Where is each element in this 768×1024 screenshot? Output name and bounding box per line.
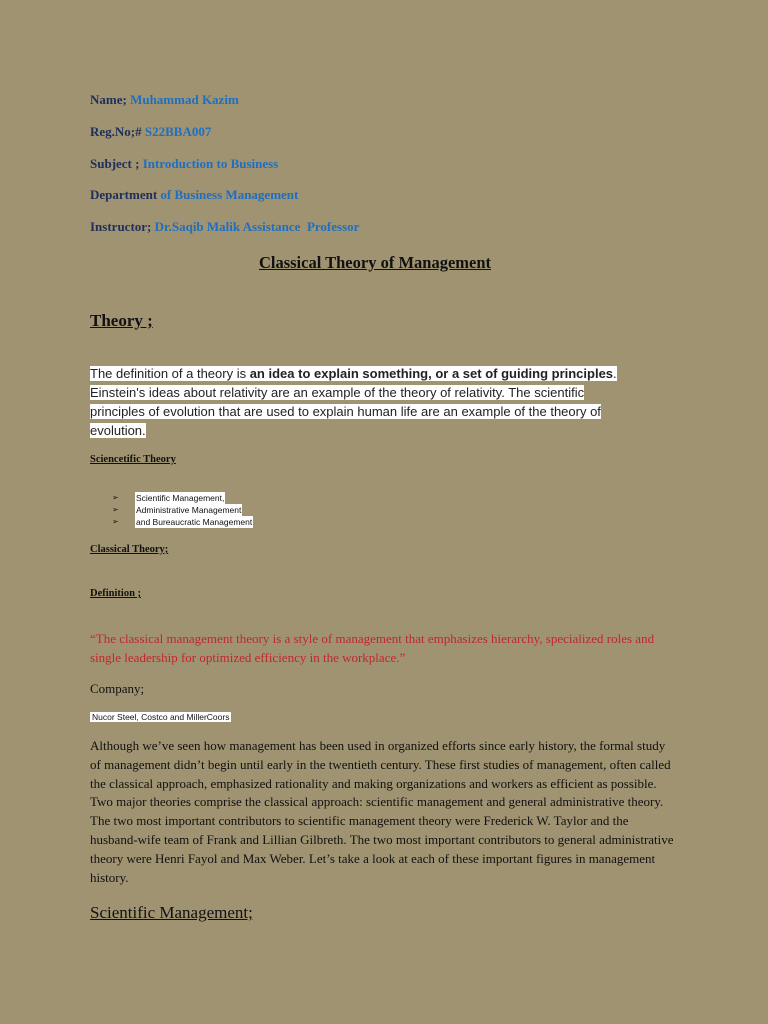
arrow-bullet-icon: ➢ (112, 517, 119, 526)
theory-line-1: The definition of a theory is an idea to explain something, or a set of guiding principles. (90, 366, 617, 381)
subject-field (90, 156, 278, 172)
name-field (90, 92, 239, 108)
reg-label: Reg.No;# (90, 124, 142, 139)
theory-line-4: evolution. (90, 423, 146, 438)
definition-heading: Definition ; (90, 588, 142, 599)
document-title: Classical Theory of Management (258, 253, 492, 272)
arrow-bullet-icon: ➢ (112, 505, 119, 514)
subject-value: Introduction to Business (142, 156, 279, 171)
classical-approach-paragraph: Although we’ve seen how management has been used in organized efforts since early history, the formal study of management didn’t begin until early in the twentieth century. These first studies of management, often called the classical approach, emphasized rationality and making organizations and workers as efficient as possible. Two major theories comprise the classical approach: scientific management and general administrative theory. The two most important contributors to scientific management theory were Frederick W. Taylor and the husband-wife team of Frank and Lillian Gilbreth. The two most important contributors to general administrative theory were Henri Fayol and Max Weber. Let’s take a look at each of these important figures in management history. (90, 738, 674, 885)
theory-definition-paragraph (90, 364, 638, 440)
reg-value: S22BBA007 (144, 124, 212, 139)
company-value: Nucor Steel, Costco and MillerCoors (92, 712, 230, 722)
arrow-bullet-icon: ➢ (112, 493, 119, 502)
department-field (90, 187, 298, 203)
definition-quote: “The classical management theory is a style of management that emphasizes hierarchy, specialized roles and single leadership for optimized efficiency in the workplace.” (90, 631, 655, 665)
reg-field (90, 124, 211, 140)
name-value: Muhammad Kazim (130, 92, 239, 107)
instructor-value: Dr.Saqib Malik Assistance Professor (154, 219, 360, 234)
subject-label: Subject ; (90, 156, 140, 171)
instructor-field (90, 219, 359, 235)
theory-line-3: principles of evolution that are used to explain human life are an example of the theory of (90, 404, 601, 419)
theory-heading: Theory ; (90, 311, 153, 330)
department-value: of Business Management (160, 187, 299, 202)
name-label: Name; (90, 92, 127, 107)
instructor-label: Instructor; (90, 219, 152, 234)
scientific-management-heading: Scientific Management; (90, 903, 253, 922)
theory-line-2: Einstein's ideas about relativity are an example of the theory of relativity. The scientific (90, 385, 585, 400)
scientific-theory-heading: Sciencetific Theory (90, 454, 176, 465)
company-label: Company; (90, 681, 145, 696)
department-label: Department (90, 187, 158, 202)
classical-theory-heading: Classical Theory; (90, 544, 169, 555)
